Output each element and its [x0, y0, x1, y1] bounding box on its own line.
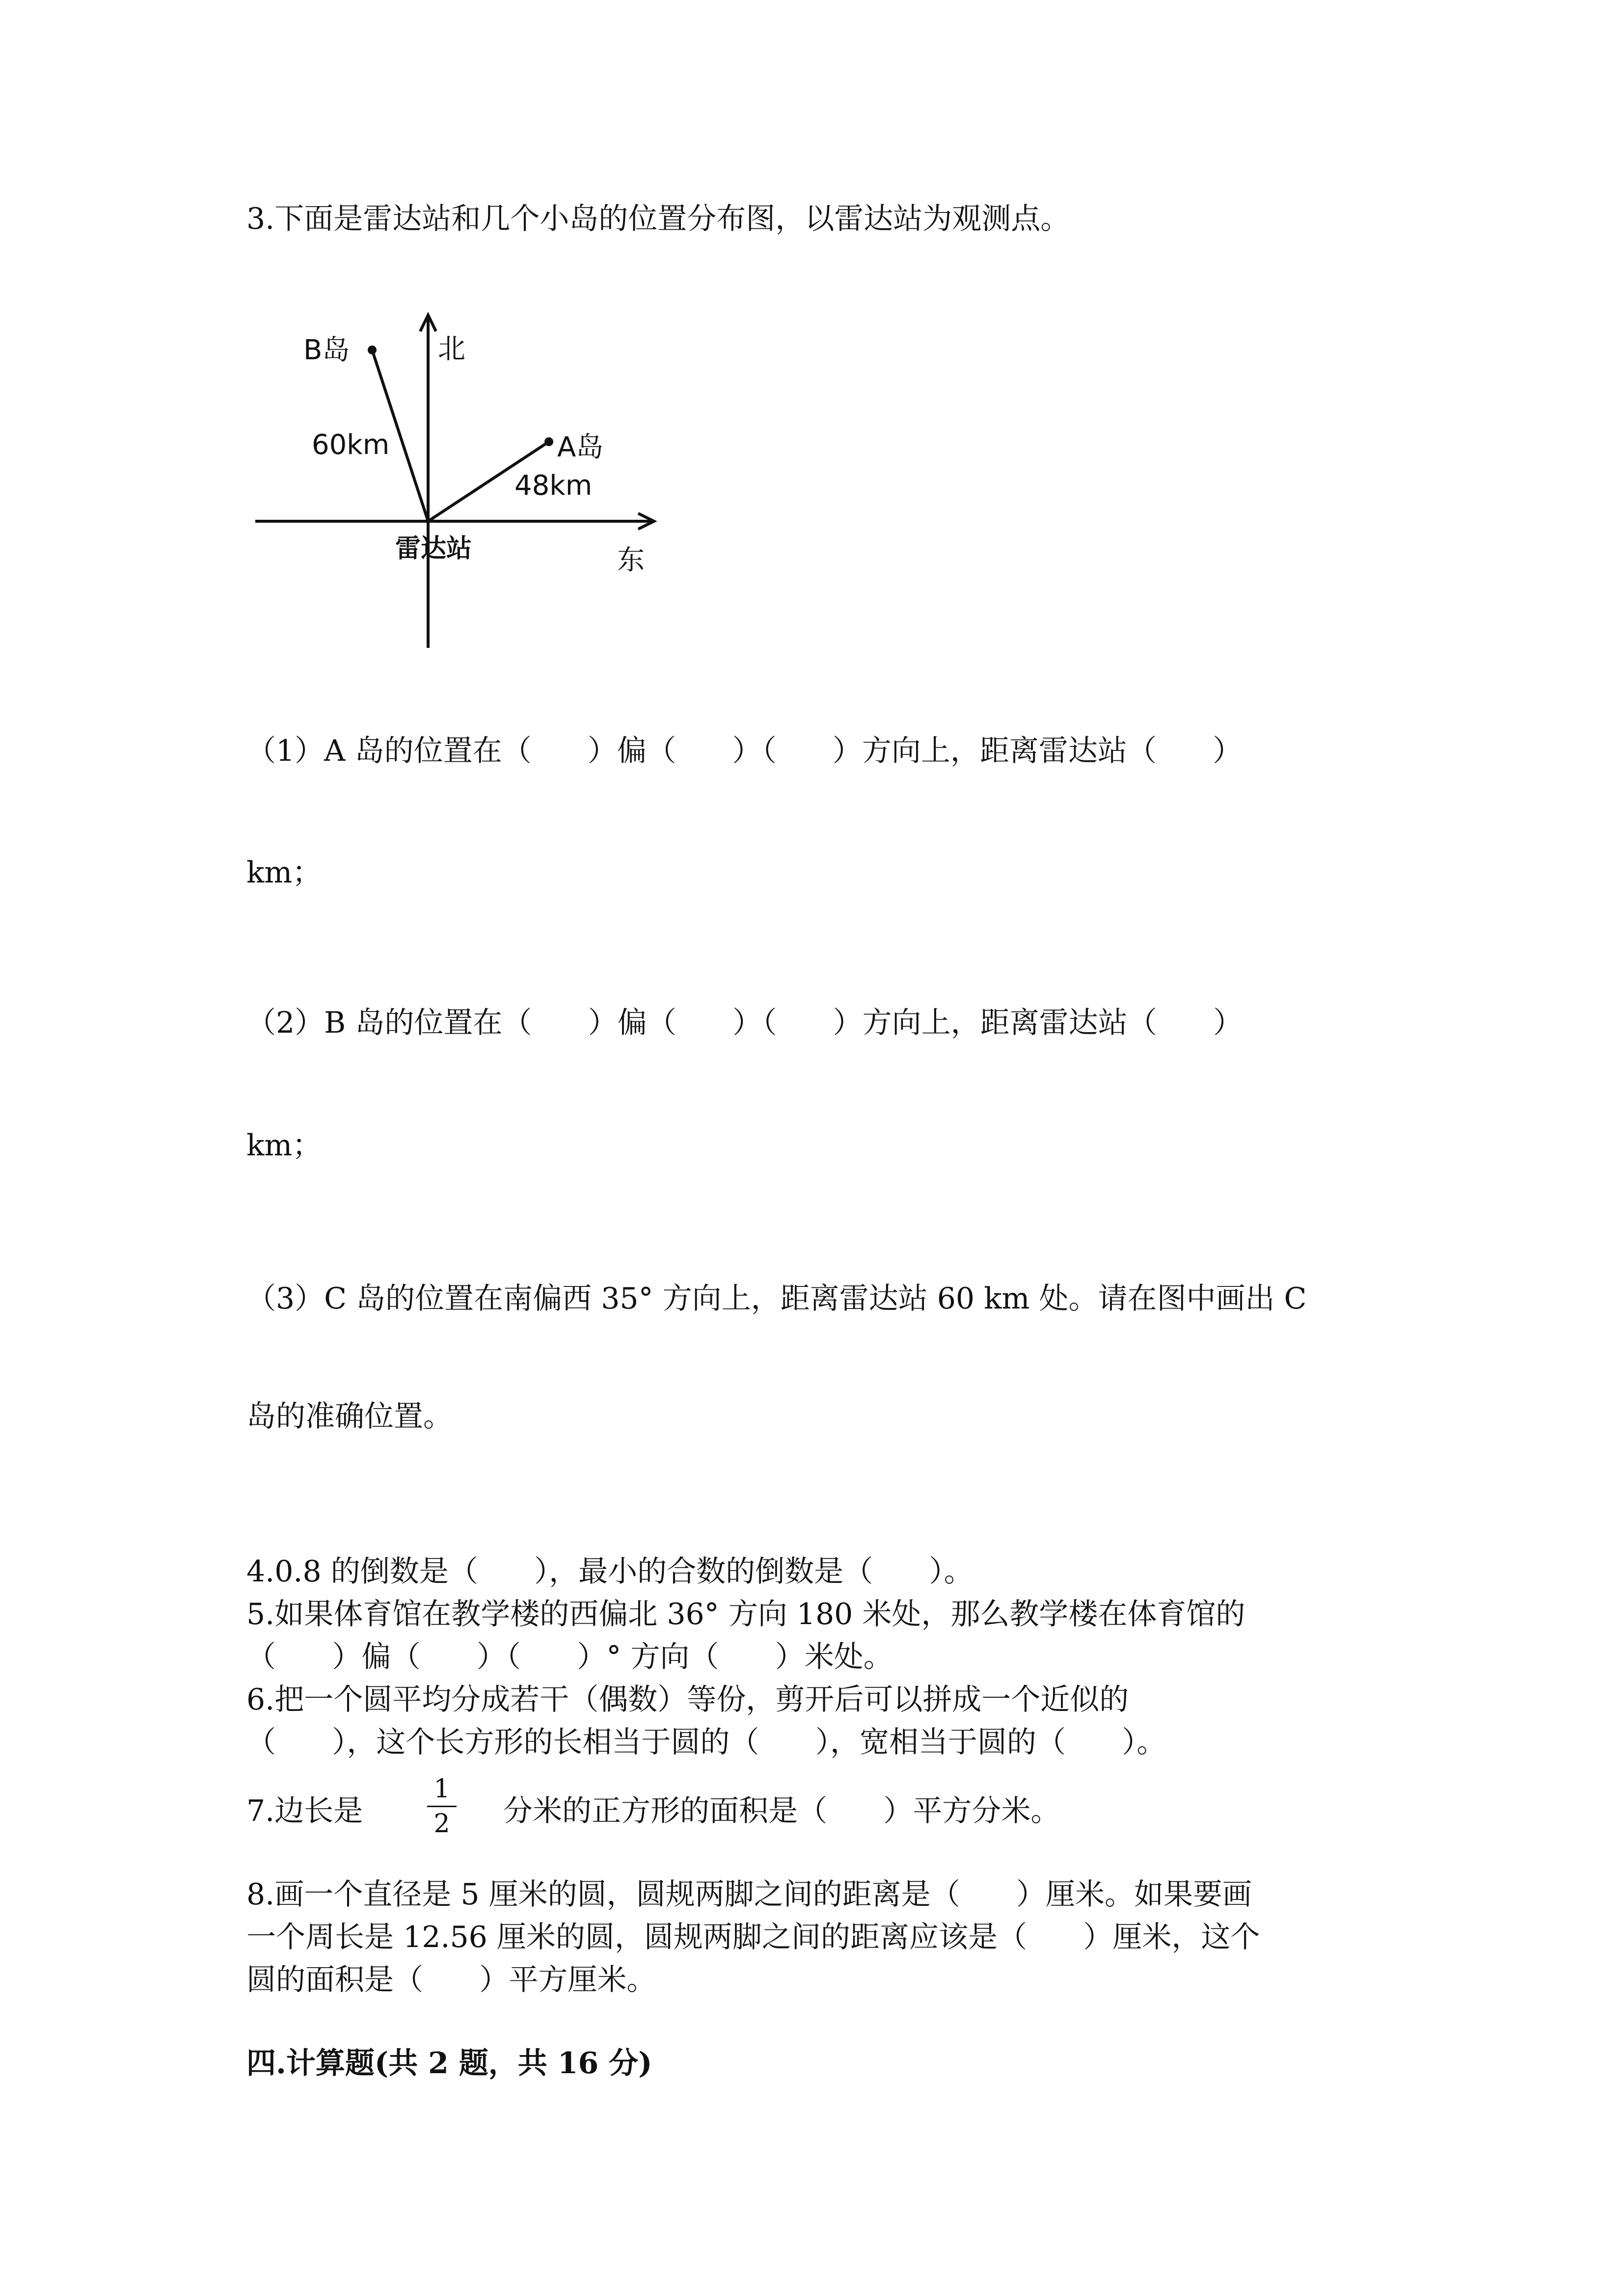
island-b-dot [368, 346, 377, 354]
north-label: 北 [438, 333, 465, 365]
q7-prefix: 7.边长是 [246, 1794, 363, 1828]
east-label: 东 [617, 544, 645, 576]
q6-line1: 6.把一个圆平均分成若干（偶数）等份，剪开后可以拼成一个近似的 [246, 1682, 1129, 1717]
island-b-label: B岛 [303, 334, 350, 366]
station-label: 雷达站 [395, 534, 472, 563]
q7-fraction [427, 1774, 457, 1839]
q8-line2: 一个周长是 12.56 厘米的圆，圆规两脚之间的距离应该是（ ）厘米，这个 [246, 1920, 1260, 1954]
q8-line3: 圆的面积是（ ）平方厘米。 [246, 1963, 656, 1997]
q6-line2: （ ），这个长方形的长相当于圆的（ ），宽相当于圆的（ ）。 [246, 1725, 1166, 1760]
q3-part3-line2: 岛的准确位置。 [246, 1399, 453, 1434]
q8-line1: 8.画一个直径是 5 厘米的圆，圆规两脚之间的距离是（ ）厘米。如果要画 [246, 1877, 1252, 1912]
fraction-bar [427, 1806, 457, 1807]
island-a-dot [544, 437, 553, 446]
q3-part2-line1: （2）B 岛的位置在（ ）偏（ ）（ ）方向上，距离雷达站（ ） [246, 1006, 1243, 1040]
q5-line2: （ ）偏（ ）（ ）° 方向（ ）米处。 [246, 1640, 893, 1674]
fraction-numerator: 1 [433, 1774, 450, 1804]
fraction-denominator: 2 [433, 1809, 450, 1839]
section-4-heading: 四.计算题(共 2 题，共 16 分) [246, 2046, 652, 2081]
q3-part1-line2: km； [246, 855, 322, 890]
q3-part3-line1: （3）C 岛的位置在南偏西 35° 方向上，距离雷达站 60 km 处。请在图中画出 C [246, 1281, 1307, 1316]
dist-a-label: 48km [514, 470, 593, 502]
q4-text: 4.0.8 的倒数是（ ），最小的合数的倒数是（ ）。 [246, 1554, 974, 1589]
q7-suffix: 分米的正方形的面积是（ ）平方分米。 [503, 1794, 1060, 1828]
q3-title: 3.下面是雷达站和几个小岛的位置分布图，以雷达站为观测点。 [246, 202, 1070, 236]
radar-diagram [245, 304, 668, 658]
island-a-label: A岛 [557, 431, 604, 463]
q5-line1: 5.如果体育馆在教学楼的西偏北 36° 方向 180 米处，那么教学楼在体育馆的 [246, 1597, 1245, 1631]
dist-b-label: 60km [312, 429, 390, 461]
q3-part2-line2: km； [246, 1128, 322, 1163]
q3-part1-line1: （1）A 岛的位置在（ ）偏（ ）（ ）方向上，距离雷达站（ ） [246, 734, 1243, 768]
